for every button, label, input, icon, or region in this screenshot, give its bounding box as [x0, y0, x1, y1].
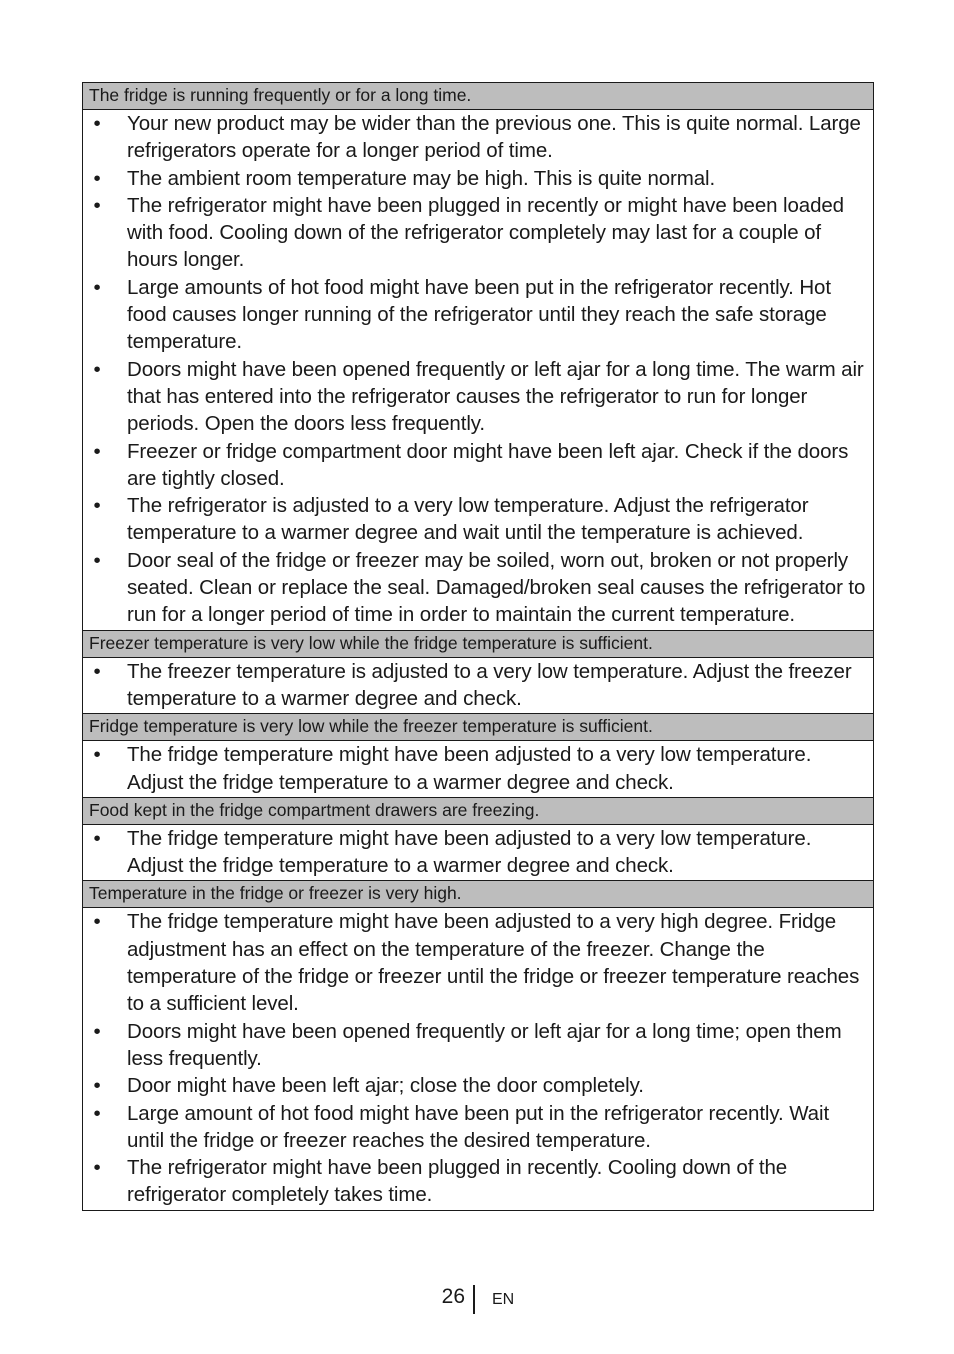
- list-item-text: The fridge temperature might have been adjusted to a very low temperature. Adjust the fridge temperature to a warmer degree and check.: [127, 826, 812, 878]
- section-body: [83, 741, 873, 798]
- list-item: [83, 438, 869, 493]
- section-body: [83, 908, 873, 1209]
- section-heading: The fridge is running frequently or for a long time.: [83, 83, 873, 110]
- bullet-list: [83, 658, 873, 714]
- list-item: [83, 658, 869, 713]
- bullet-icon: •: [93, 1101, 101, 1125]
- list-item-text: The refrigerator might have been plugged in recently. Cooling down of the refrigerator completely takes time.: [127, 1156, 788, 1207]
- bullet-list: [83, 741, 873, 797]
- list-item: [83, 908, 869, 1017]
- list-item: [83, 1100, 869, 1155]
- bullet-icon: •: [93, 166, 101, 190]
- list-item-text: The freezer temperature is adjusted to a very low temperature. Adjust the freezer temperature to a warmer degree and check.: [127, 659, 852, 710]
- bullet-icon: •: [93, 1019, 101, 1043]
- troubleshooting-table: [82, 82, 874, 1211]
- language-code: EN: [492, 1291, 515, 1308]
- bullet-icon: •: [93, 494, 101, 518]
- section-body: [83, 658, 873, 715]
- bullet-icon: •: [93, 112, 101, 135]
- footer-divider: [473, 1285, 475, 1314]
- list-item: [83, 110, 869, 165]
- bullet-list: [83, 110, 873, 630]
- list-item-text: The fridge temperature might have been adjusted to a very low temperature. Adjust the fridge temperature to a warmer degree and check.: [127, 743, 812, 794]
- bullet-icon: •: [93, 548, 101, 572]
- section-heading: Freezer temperature is very low while the fridge temperature is sufficient.: [83, 631, 873, 658]
- bullet-icon: •: [93, 910, 101, 934]
- bullet-icon: •: [93, 193, 101, 217]
- page-number: 26: [441, 1285, 465, 1308]
- bullet-icon: •: [93, 1156, 101, 1180]
- list-item: [83, 825, 869, 880]
- list-item-text: Doors might have been opened frequently or left ajar for a long time. The warm air that has entered into the refrigerator causes the refrigerator to run for longer periods. Open the doors less frequently.: [127, 357, 864, 436]
- section-heading: Food kept in the fridge compartment drawers are freezing.: [83, 798, 873, 825]
- section-body: [83, 825, 873, 882]
- list-item: [83, 356, 869, 438]
- list-item-text: Doors might have been opened frequently or left ajar for a long time; open them less frequently.: [127, 1019, 842, 1070]
- bullet-icon: •: [93, 743, 101, 767]
- section-heading: Fridge temperature is very low while the freezer temperature is sufficient.: [83, 714, 873, 741]
- list-item: [83, 1154, 869, 1209]
- list-item-text: Large amounts of hot food might have been put in the refrigerator recently. Hot food causes longer running of the refrigerator until they reach the safe storage temperature.: [127, 275, 831, 354]
- list-item: [83, 741, 869, 796]
- list-item-text: The refrigerator might have been plugged in recently or might have been loaded with food. Cooling down of the refrigerator completely may last for a couple of hours longer.: [127, 193, 844, 272]
- list-item-text: The ambient room temperature may be high. This is quite normal.: [127, 166, 716, 190]
- bullet-icon: •: [93, 275, 101, 299]
- section-heading: Temperature in the fridge or freezer is very high.: [83, 881, 873, 908]
- list-item: [83, 1018, 869, 1073]
- bullet-list: [83, 908, 873, 1209]
- list-item-text: Large amount of hot food might have been put in the refrigerator recently. Wait until the fridge or freezer reaches the desired temperature.: [127, 1101, 830, 1152]
- list-item-text: The fridge temperature might have been adjusted to a very high degree. Fridge adjustment has an effect on the temperature of the freezer. Change the temperature of the fridge or freezer until the fridge or freezer temperature reaches to a sufficient level.: [127, 910, 860, 1016]
- bullet-icon: •: [93, 357, 101, 381]
- list-item: [83, 492, 869, 547]
- section-body: [83, 110, 873, 631]
- list-item: [83, 192, 869, 274]
- bullet-icon: •: [93, 1074, 101, 1098]
- list-item-text: Door might have been left ajar; close the door completely.: [127, 1074, 644, 1098]
- bullet-icon: •: [93, 659, 101, 683]
- list-item-text: Door seal of the fridge or freezer may be soiled, worn out, broken or not properly seated. Clean or replace the seal. Damaged/broken seal causes the refrigerator to run for a longer period of time in order to maintain the current temperature.: [127, 548, 866, 627]
- list-item-text: The refrigerator is adjusted to a very low temperature. Adjust the refrigerator temperature to a warmer degree and wait until the temperature is achieved.: [127, 494, 809, 545]
- list-item: [83, 1072, 869, 1099]
- list-item-text: Your new product may be wider than the previous one. This is quite normal. Large refrigerators operate for a longer period of time.: [127, 112, 861, 163]
- bullet-icon: •: [93, 826, 101, 850]
- bullet-list: [83, 825, 873, 881]
- list-item: [83, 274, 869, 356]
- page-footer: [0, 1283, 954, 1317]
- list-item: [83, 165, 869, 192]
- list-item-text: Freezer or fridge compartment door might have been left ajar. Check if the doors are tightly closed.: [127, 439, 849, 490]
- list-item: [83, 547, 869, 629]
- bullet-icon: •: [93, 439, 101, 463]
